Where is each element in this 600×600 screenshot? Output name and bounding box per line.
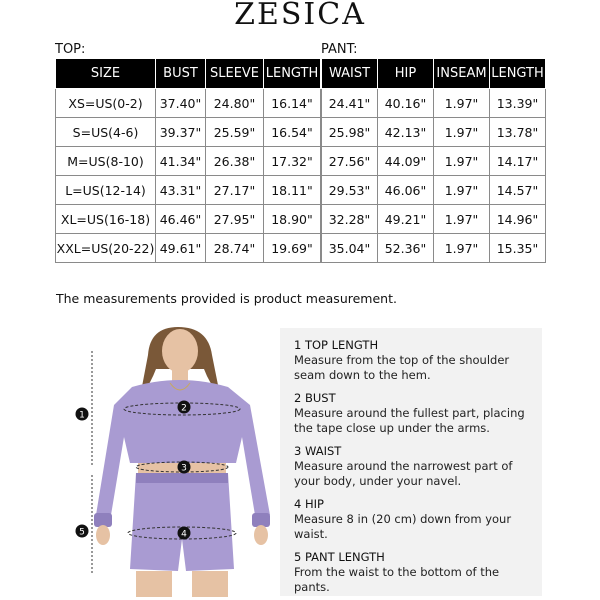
table-cell: 14.17" (490, 147, 546, 176)
table-header-row (56, 59, 321, 89)
table-cell: 1.97" (434, 234, 490, 263)
guide-heading: 4 HIP (294, 497, 324, 511)
table-cell: 35.04" (322, 234, 378, 263)
table-row (56, 147, 321, 176)
model-figure (70, 325, 280, 597)
table-cell: 24.80" (206, 89, 264, 118)
table-cell: 1.97" (434, 89, 490, 118)
table-cell: 19.69" (264, 234, 321, 263)
brand-logo: ZESICA (234, 0, 366, 32)
table-row (322, 89, 546, 118)
table-cell: 32.28" (322, 205, 378, 234)
guide-text: Measure from the top of the shoulder seam down to the hem. (294, 353, 510, 382)
table-cell: M=US(8-10) (56, 147, 156, 176)
table-cell: S=US(4-6) (56, 118, 156, 147)
column-header: HIP (378, 59, 434, 89)
marker-5 (76, 525, 89, 538)
model-illustration (70, 325, 280, 597)
marker-3 (178, 461, 191, 474)
table-row (56, 176, 321, 205)
table-row (56, 234, 321, 263)
guide-text: From the waist to the bottom of the pants. (294, 565, 500, 594)
column-header: INSEAM (434, 59, 490, 89)
top-size-table (55, 58, 321, 263)
table-cell: 25.59" (206, 118, 264, 147)
table-row (322, 118, 546, 147)
table-cell: 46.06" (378, 176, 434, 205)
table-header-row (322, 59, 546, 89)
table-cell: 44.09" (378, 147, 434, 176)
table-cell: 1.97" (434, 205, 490, 234)
guide-heading: 1 TOP LENGTH (294, 338, 379, 352)
table-cell: 16.54" (264, 118, 321, 147)
table-cell: 40.16" (378, 89, 434, 118)
table-cell: 14.96" (490, 205, 546, 234)
table-cell: 27.95" (206, 205, 264, 234)
table-cell: 29.53" (322, 176, 378, 205)
column-header: SLEEVE (206, 59, 264, 89)
table-row (56, 205, 321, 234)
table-row (322, 205, 546, 234)
table-cell: 52.36" (378, 234, 434, 263)
table-cell: 13.39" (490, 89, 546, 118)
guide-heading: 3 WAIST (294, 444, 342, 458)
table-cell: 15.35" (490, 234, 546, 263)
table-cell: 49.21" (378, 205, 434, 234)
column-header: LENGTH (490, 59, 546, 89)
table-cell: 28.74" (206, 234, 264, 263)
table-cell: 43.31" (156, 176, 206, 205)
pant-table-label: PANT: (321, 42, 358, 57)
table-cell: 27.56" (322, 147, 378, 176)
svg-text:4: 4 (181, 529, 187, 540)
table-cell: 17.32" (264, 147, 321, 176)
column-header: LENGTH (264, 59, 321, 89)
table-cell: 26.38" (206, 147, 264, 176)
table-cell: 1.97" (434, 118, 490, 147)
guide-text: Measure 8 in (20 cm) down from your waist. (294, 512, 512, 541)
table-cell: 46.46" (156, 205, 206, 234)
guide-heading: 5 PANT LENGTH (294, 550, 385, 564)
table-row (322, 176, 546, 205)
measurement-guide-panel (280, 328, 542, 596)
column-header: BUST (156, 59, 206, 89)
marker-4 (178, 527, 191, 540)
guide-text: Measure around the fullest part, placing the tape close up under the arms. (294, 406, 525, 435)
table-row (56, 118, 321, 147)
top-table-label: TOP: (55, 42, 86, 57)
table-cell: 42.13" (378, 118, 434, 147)
table-cell: 49.61" (156, 234, 206, 263)
svg-text:2: 2 (181, 403, 187, 414)
table-cell: 24.41" (322, 89, 378, 118)
guide-top-length (294, 338, 528, 383)
guide-pant-length (294, 550, 528, 595)
table-cell: 16.14" (264, 89, 321, 118)
table-cell: 41.34" (156, 147, 206, 176)
guide-hip (294, 497, 528, 542)
measurement-note: The measurements provided is product measurement. (56, 291, 397, 306)
guide-bust (294, 391, 528, 436)
column-header: SIZE (56, 59, 156, 89)
table-cell: 25.98" (322, 118, 378, 147)
table-cell: 37.40" (156, 89, 206, 118)
guide-text: Measure around the narrowest part of your body, under your navel. (294, 459, 513, 488)
table-cell: 1.97" (434, 147, 490, 176)
table-cell: 27.17" (206, 176, 264, 205)
table-cell: 18.90" (264, 205, 321, 234)
svg-text:5: 5 (79, 527, 85, 538)
table-cell: XXL=US(20-22) (56, 234, 156, 263)
table-cell: 14.57" (490, 176, 546, 205)
pant-size-table (321, 58, 546, 263)
guide-waist (294, 444, 528, 489)
table-cell: 39.37" (156, 118, 206, 147)
table-row (322, 147, 546, 176)
marker-1 (76, 408, 89, 421)
table-cell: XL=US(16-18) (56, 205, 156, 234)
table-row (322, 234, 546, 263)
table-row (56, 89, 321, 118)
guide-heading: 2 BUST (294, 391, 336, 405)
svg-text:1: 1 (79, 410, 85, 421)
table-cell: L=US(12-14) (56, 176, 156, 205)
table-cell: 18.11" (264, 176, 321, 205)
marker-2 (178, 401, 191, 414)
svg-text:3: 3 (181, 463, 187, 474)
table-cell: 1.97" (434, 176, 490, 205)
column-header: WAIST (322, 59, 378, 89)
table-cell: 13.78" (490, 118, 546, 147)
table-cell: XS=US(0-2) (56, 89, 156, 118)
